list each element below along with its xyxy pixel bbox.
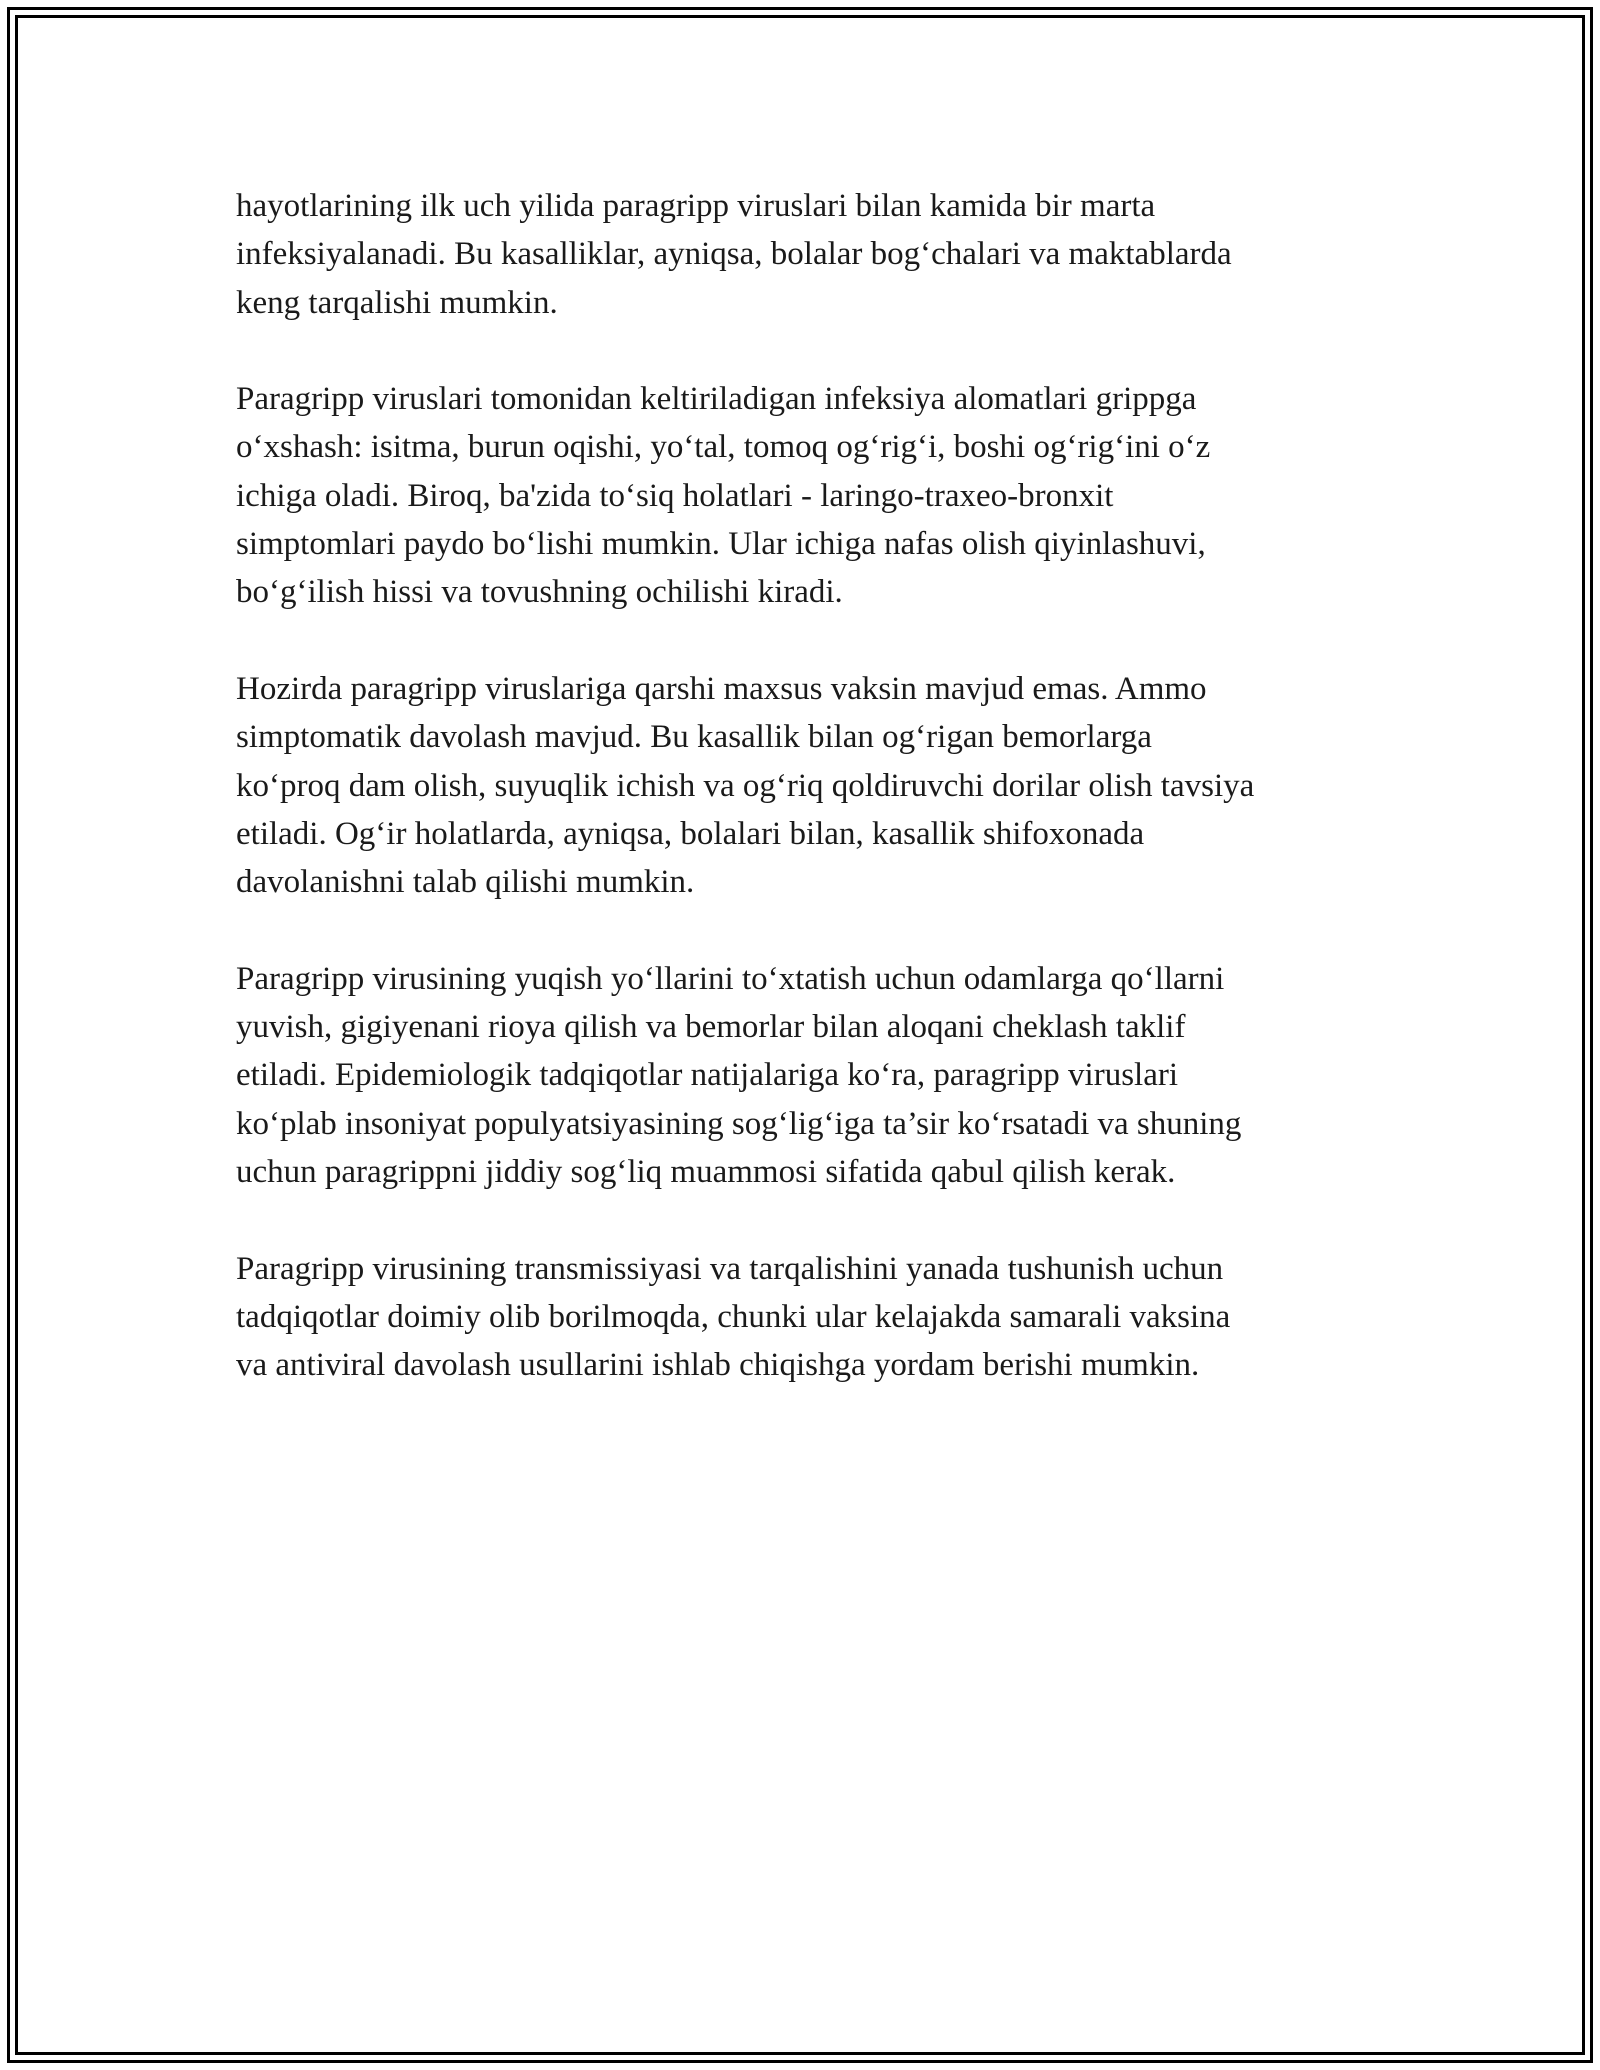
text-line: etiladi. Epidemiologik tadqiqotlar natijalariga ko‘ra, paragripp viruslari (236, 1057, 1179, 1094)
text-line: tadqiqotlar doimiy olib borilmoqda, chunki ular kelajakda samarali vaksina (236, 1298, 1231, 1335)
text-line: Paragripp viruslari tomonidan keltiriladigan infeksiya alomatlari grippga (236, 381, 1197, 418)
paragraph-4 (236, 955, 1396, 1196)
paragraph-3 (236, 665, 1396, 906)
text-line: Paragripp virusining yuqish yo‘llarini to‘xtatish uchun odamlarga qo‘llarni (236, 960, 1225, 997)
paragraph-1 (236, 182, 1396, 327)
paragraph-2 (236, 375, 1396, 616)
text-line: bo‘g‘ilish hissi va tovushning ochilishi kiradi. (236, 574, 843, 611)
text-line: uchun paragrippni jiddiy sog‘liq muammosi sifatida qabul qilish kerak. (236, 1153, 1176, 1190)
text-line: davolanishni talab qilishi mumkin. (236, 864, 695, 901)
text-line: Paragripp virusining transmissiyasi va tarqalishini yanada tushunish uchun (236, 1250, 1224, 1287)
text-line: simptomlari paydo bo‘lishi mumkin. Ular ichiga nafas olish qiyinlashuvi, (236, 526, 1206, 563)
text-line: infeksiyalanadi. Bu kasalliklar, ayniqsa, bolalar bog‘chalari va maktablarda (236, 236, 1232, 273)
text-line: o‘xshash: isitma, burun oqishi, yo‘tal, tomoq og‘rig‘i, boshi og‘rig‘ini o‘z (236, 429, 1211, 466)
text-line: keng tarqalishi mumkin. (236, 284, 558, 321)
text-line: va antiviral davolash usullarini ishlab chiqishga yordam berishi mumkin. (236, 1347, 1200, 1384)
document-body (236, 182, 1396, 1438)
text-line: hayotlarining ilk uch yilida paragripp viruslari bilan kamida bir marta (236, 188, 1156, 224)
text-line: ichiga oladi. Biroq, ba'zida to‘siq holatlari - laringo-traxeo-bronxit (236, 477, 1114, 514)
paragraph-5 (236, 1245, 1396, 1390)
text-line: etiladi. Og‘ir holatlarda, ayniqsa, bolalari bilan, kasallik shifoxonada (236, 815, 1145, 852)
text-line: Hozirda paragripp viruslariga qarshi maxsus vaksin mavjud emas. Ammo (236, 670, 1207, 707)
text-line: ko‘proq dam olish, suyuqlik ichish va og‘riq qoldiruvchi dorilar olish tavsiya (236, 767, 1255, 804)
text-line: yuvish, gigiyenani rioya qilish va bemorlar bilan aloqani cheklash taklif (236, 1009, 1186, 1046)
text-line: simptomatik davolash mavjud. Bu kasallik bilan og‘rigan bemorlarga (236, 719, 1152, 756)
text-line: ko‘plab insoniyat populyatsiyasining sog‘lig‘iga ta’sir ko‘rsatadi va shuning (236, 1105, 1242, 1142)
